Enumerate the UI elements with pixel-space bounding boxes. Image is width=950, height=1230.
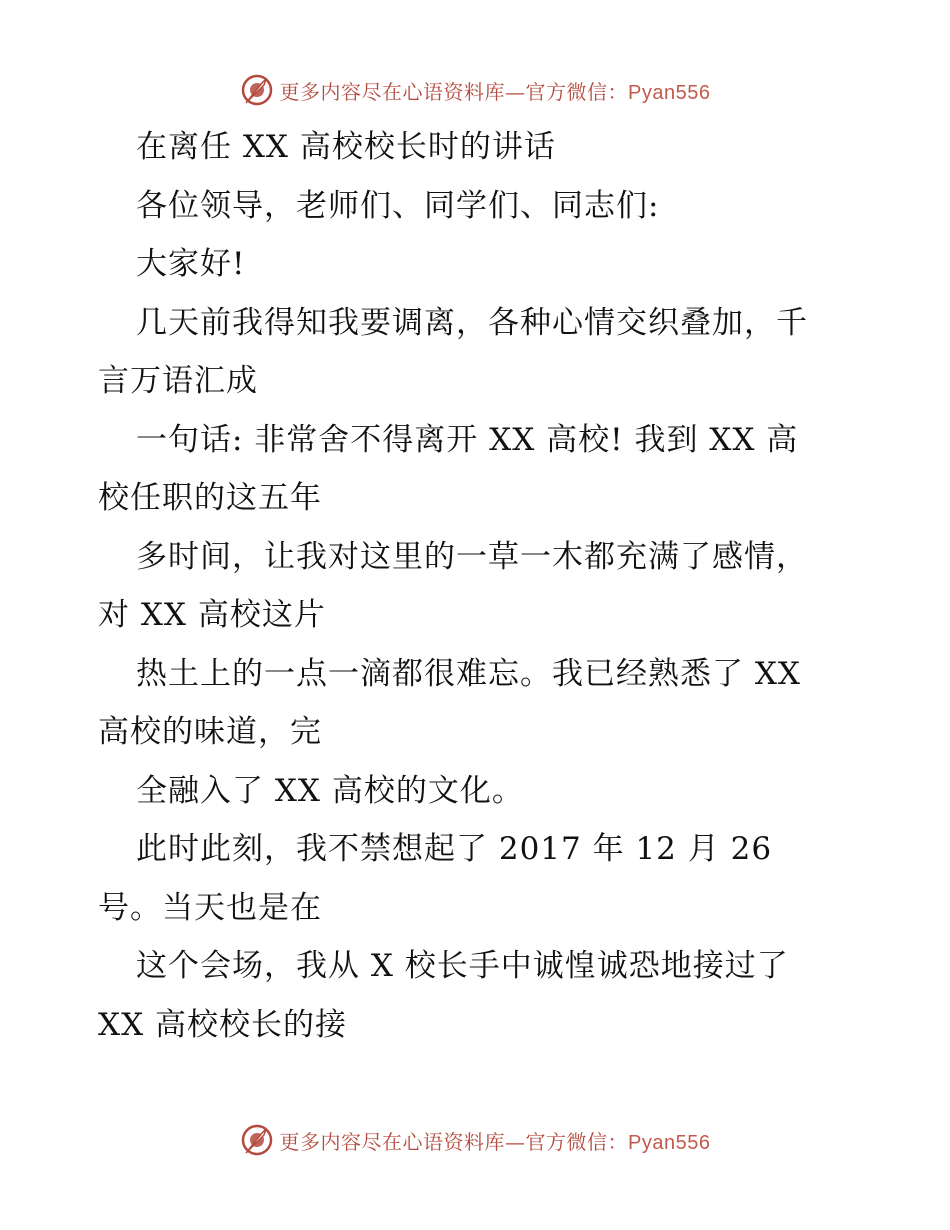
watermark-wechat-id: Pyan556: [628, 81, 711, 104]
paragraph-line: 号。当天也是在: [98, 889, 322, 926]
watermark-wechat-id: Pyan556: [628, 1131, 711, 1154]
watermark-text: 更多内容尽在心语资料库—官方微信：Pyan556: [279, 79, 711, 104]
document-body: [98, 118, 858, 1054]
paragraph-line: 此时此刻，我不禁想起了 2017 年 12 月 26: [136, 831, 773, 867]
paragraph-line: 对 XX 高校这片: [98, 597, 326, 633]
paragraph-line: 校任职的这五年: [98, 480, 322, 516]
greeting-line: 各位领导，老师们、同学们、同志们:: [136, 187, 660, 224]
quill-seal-icon: [240, 1123, 274, 1157]
paragraph-line: 言万语汇成: [98, 363, 258, 399]
header-watermark: [0, 70, 950, 110]
paragraph-line: 多时间，让我对这里的一草一木都充满了感情，: [136, 538, 808, 575]
footer-watermark: [0, 1120, 950, 1160]
paragraph-line: 这个会场，我从 X 校长手中诚惶诚恐地接过了: [136, 948, 789, 984]
paragraph-line: XX 高校校长的接: [98, 1006, 347, 1043]
quill-seal-icon: [240, 73, 274, 107]
paragraph-line: 一句话: 非常舍不得离开 XX 高校! 我到 XX 高: [136, 421, 799, 458]
paragraph-line: 全融入了 XX 高校的文化。: [136, 772, 524, 809]
paragraph-line: 几天前我得知我要调离，各种心情交织叠加，千: [136, 304, 808, 341]
watermark-text: 更多内容尽在心语资料库—官方微信：Pyan556: [279, 1129, 711, 1154]
salutation-line: 大家好!: [136, 246, 246, 282]
paragraph-line: 热土上的一点一滴都很难忘。我已经熟悉了 XX: [136, 655, 801, 692]
document-title: 在离任 XX 高校校长时的讲话: [136, 129, 556, 165]
paragraph-line: 高校的味道，完: [98, 714, 322, 750]
